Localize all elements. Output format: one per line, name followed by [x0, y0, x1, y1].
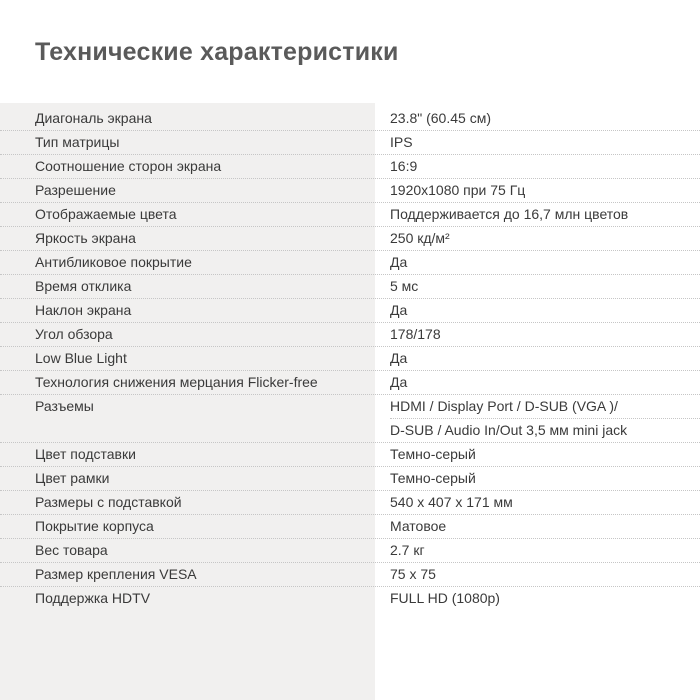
spec-label: Отображаемые цвета [35, 206, 177, 222]
spec-row [0, 370, 700, 394]
spec-row [0, 442, 700, 466]
spec-value [375, 251, 700, 274]
spec-value-line: Темно-серый [390, 446, 476, 462]
spec-value-line: D-SUB / Audio In/Out 3,5 мм mini jack [390, 418, 700, 442]
spec-value [375, 179, 700, 202]
spec-label: Диагональ экрана [35, 110, 152, 126]
spec-value [375, 131, 700, 154]
spec-value [375, 563, 700, 586]
spec-value-line: Поддерживается до 16,7 млн цветов [390, 206, 629, 222]
spec-value [375, 107, 700, 130]
spec-value [375, 371, 700, 394]
spec-value-line: Да [390, 302, 408, 318]
spec-row [0, 202, 700, 226]
spec-value-line: 23.8" (60.45 см) [390, 110, 491, 126]
spec-row [0, 274, 700, 298]
spec-label: Размер крепления VESA [35, 566, 197, 582]
spec-label: Антибликовое покрытие [35, 254, 192, 270]
spec-value-line: 1920x1080 при 75 Гц [390, 182, 526, 198]
spec-row [0, 586, 700, 610]
spec-value [375, 347, 700, 370]
spec-label: Соотношение сторон экрана [35, 158, 222, 174]
spec-label: Размеры с подставкой [35, 494, 182, 510]
spec-value [375, 155, 700, 178]
spec-table [0, 107, 700, 610]
spec-value-line: FULL HD (1080p) [390, 590, 500, 606]
spec-row [0, 514, 700, 538]
spec-value [375, 203, 700, 226]
spec-value [375, 299, 700, 322]
spec-label: Угол обзора [35, 326, 113, 342]
spec-label: Low Blue Light [35, 350, 127, 366]
spec-value [375, 395, 700, 442]
spec-value-line: 2.7 кг [390, 542, 425, 558]
spec-value [375, 275, 700, 298]
spec-label: Яркость экрана [35, 230, 136, 246]
spec-row [0, 466, 700, 490]
spec-label: Покрытие корпуса [35, 518, 154, 534]
spec-label: Цвет подставки [35, 446, 136, 462]
spec-value-line: 540 x 407 x 171 мм [390, 494, 513, 510]
spec-label: Разъемы [35, 398, 94, 414]
spec-label: Разрешение [35, 182, 116, 198]
spec-label: Время отклика [35, 278, 132, 294]
spec-row [0, 107, 700, 130]
spec-row [0, 394, 700, 442]
spec-value-line: Да [390, 374, 408, 390]
spec-row [0, 490, 700, 514]
spec-label: Цвет рамки [35, 470, 110, 486]
spec-value-line: Матовое [390, 518, 447, 534]
spec-value-line: 16:9 [390, 158, 418, 174]
spec-value [375, 515, 700, 538]
spec-value-line: Да [390, 350, 408, 366]
spec-label: Наклон экрана [35, 302, 132, 318]
spec-value-line: IPS [390, 134, 413, 150]
spec-row [0, 226, 700, 250]
spec-row [0, 562, 700, 586]
spec-row [0, 346, 700, 370]
spec-value-line: Темно-серый [390, 470, 476, 486]
spec-row [0, 538, 700, 562]
spec-row [0, 298, 700, 322]
spec-value [375, 443, 700, 466]
spec-value [375, 491, 700, 514]
spec-row [0, 322, 700, 346]
spec-value-line: HDMI / Display Port / D-SUB (VGA )/ [390, 398, 618, 414]
spec-value [375, 587, 700, 610]
spec-value-line: 5 мс [390, 278, 419, 294]
spec-value [375, 467, 700, 490]
spec-value-line: 75 x 75 [390, 566, 436, 582]
spec-value [375, 227, 700, 250]
spec-label: Тип матрицы [35, 134, 120, 150]
spec-label: Вес товара [35, 542, 108, 558]
spec-value [375, 539, 700, 562]
page-title: Технические характеристики [35, 38, 399, 66]
spec-label: Технология снижения мерцания Flicker-free [35, 374, 318, 390]
spec-row [0, 130, 700, 154]
spec-value-line: 178/178 [390, 326, 441, 342]
spec-label: Поддержка HDTV [35, 590, 151, 606]
spec-value [375, 323, 700, 346]
spec-row [0, 178, 700, 202]
spec-value-line: Да [390, 254, 408, 270]
spec-value-line: 250 кд/м² [390, 230, 450, 246]
spec-row [0, 250, 700, 274]
spec-row [0, 154, 700, 178]
